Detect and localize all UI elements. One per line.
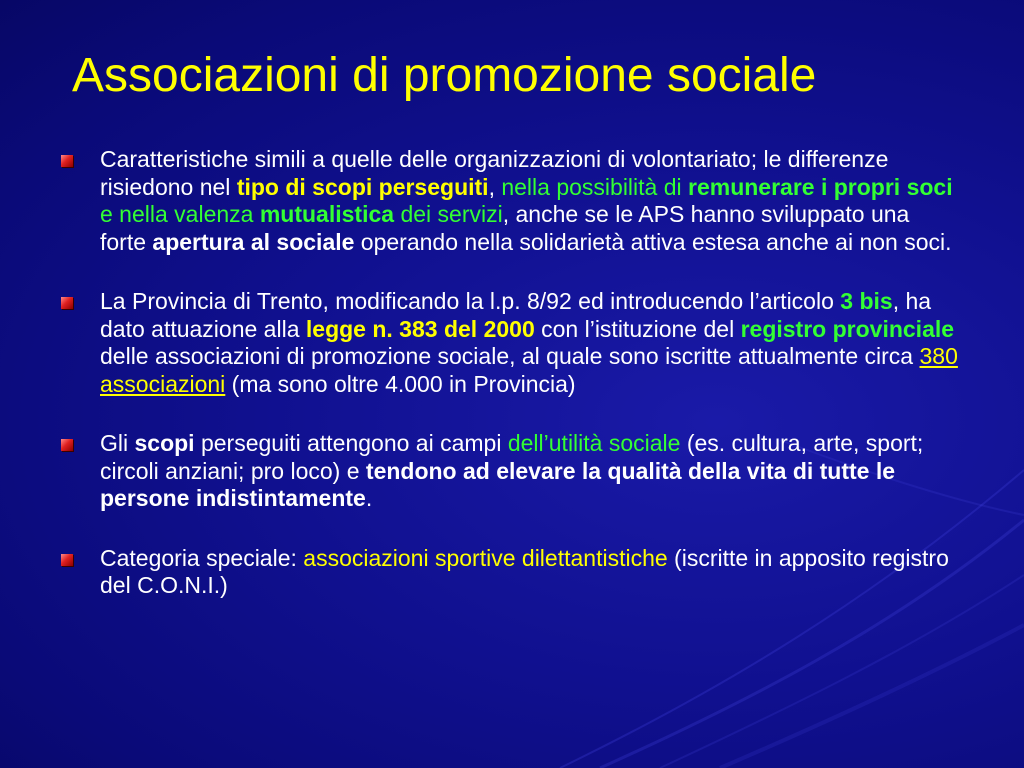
- highlight-text: 3 bis: [840, 288, 893, 314]
- text: Categoria speciale:: [100, 544, 304, 571]
- text: (iscritte in apposito registro del C.O.N.I.): [100, 544, 949, 598]
- highlight-text: e nella valenza: [100, 201, 260, 227]
- text: Caratteristiche simili a quelle delle organizzazioni di volontariato; le differenze risiedono nel: [100, 146, 889, 200]
- slide-title: Associazioni di promozione sociale: [72, 49, 817, 102]
- bullet-marker-icon: [61, 439, 73, 451]
- text: , ha dato attuazione alla: [100, 288, 932, 342]
- underlined-highlight-text: 380 associazioni: [100, 343, 958, 397]
- bullet-item: [100, 430, 960, 513]
- text: , anche se le APS hanno sviluppato una forte: [100, 201, 910, 255]
- highlight-text: mutualistica: [259, 201, 395, 227]
- text: con l’istituzione del: [534, 315, 741, 342]
- text: (ma sono oltre 4.000 in Provincia): [225, 370, 576, 397]
- bullet-marker-icon: [61, 297, 73, 309]
- highlight-text: associazioni sportive dilettantistiche: [303, 544, 668, 571]
- text: operando nella solidarietà attiva estesa anche ai non soci.: [354, 228, 952, 255]
- bullet-item: [100, 288, 960, 398]
- bold-text: apertura al sociale: [152, 228, 355, 255]
- bold-text: tendono ad elevare la qualità della vita di tutte le persone indistintamente: [100, 457, 896, 511]
- bullet-item: [100, 545, 960, 600]
- text: (es. cultura, arte, sport; circoli anziani; pro loco) e: [100, 430, 924, 484]
- text: ,: [488, 173, 502, 200]
- bullet-marker-icon: [61, 554, 73, 566]
- highlight-text: legge n. 383 del 2000: [305, 315, 535, 342]
- highlight-text: remunerare i propri soci: [688, 173, 953, 200]
- text: perseguiti attengono ai campi: [194, 430, 508, 456]
- bold-text: scopi: [134, 430, 195, 456]
- highlight-text: dell’utilità sociale: [507, 430, 681, 456]
- text: delle associazioni di promozione sociale, al quale sono iscritte attualmente circa: [100, 343, 920, 369]
- highlight-text: tipo di scopi perseguiti: [236, 173, 489, 200]
- bullet-list: [100, 146, 960, 632]
- bullet-marker-icon: [61, 155, 73, 167]
- text: La Provincia di Trento, modificando la l.p. 8/92 ed introducendo l’articolo: [100, 288, 841, 314]
- highlight-text: registro provinciale: [740, 315, 955, 342]
- text: Gli: [100, 430, 135, 456]
- highlight-text: dei servizi: [394, 201, 503, 227]
- bullet-item: [100, 146, 960, 256]
- highlight-text: nella possibilità di: [501, 173, 689, 200]
- text: .: [365, 485, 373, 511]
